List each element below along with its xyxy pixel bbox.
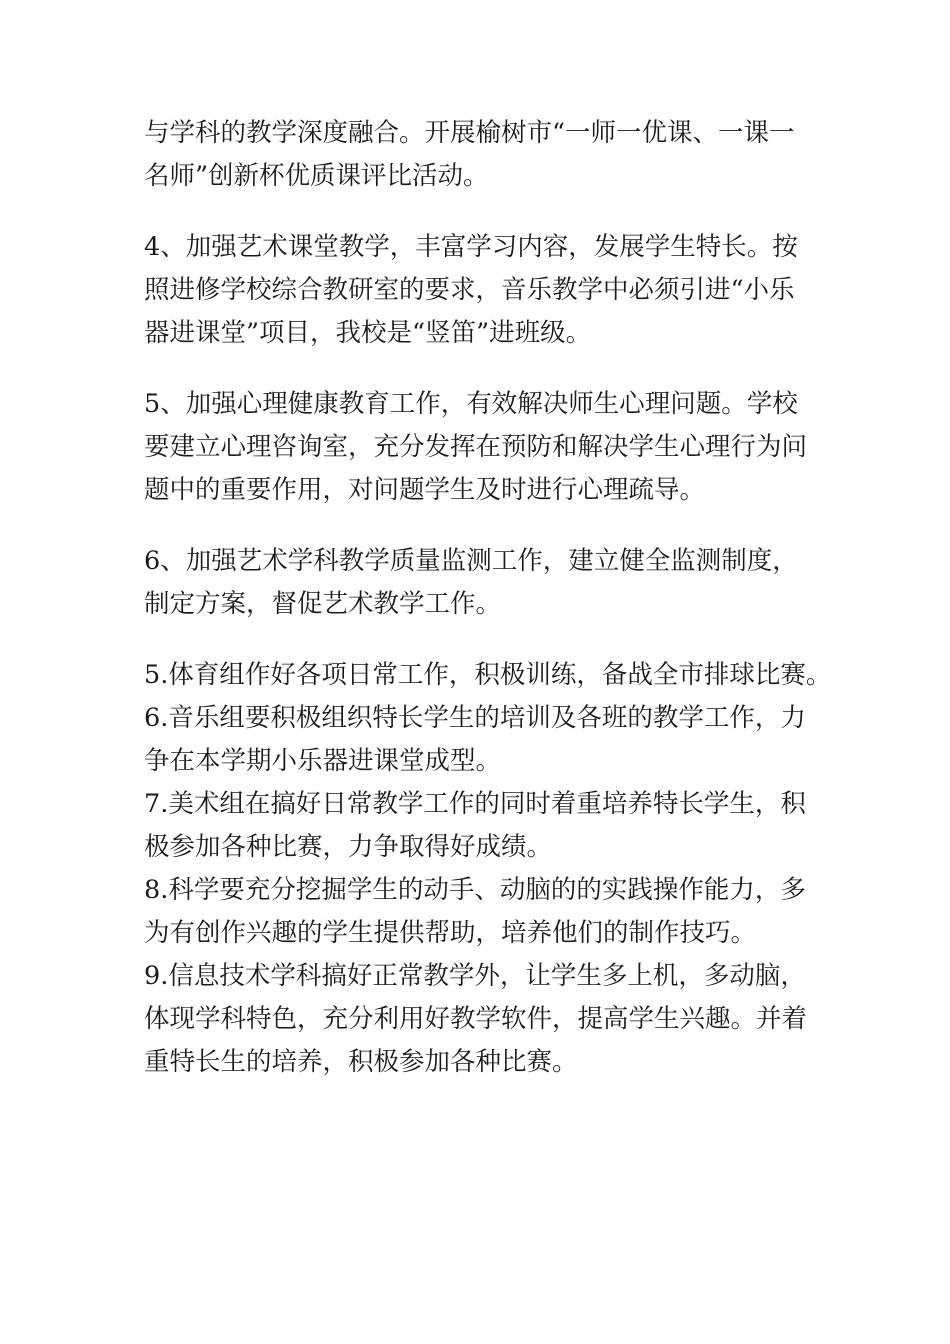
text-line: 4、加强艺术课堂教学，丰富学习内容，发展学生特长。按	[144, 232, 798, 262]
text-line: 重特长生的培养，积极参加各种比赛。	[144, 1047, 578, 1077]
text-line: 与学科的教学深度融合。开展榆树市“一师一优课、一课一	[144, 118, 795, 148]
text-line: 名师”创新杯优质课评比活动。	[144, 161, 489, 191]
paragraph-2	[144, 226, 816, 355]
document-body	[144, 112, 832, 1084]
text-line: 6.音乐组要积极组织特长学生的培训及各班的教学工作，力	[144, 703, 806, 733]
text-line: 照进修学校综合教研室的要求，音乐教学中必须引进“小乐	[144, 275, 795, 305]
paragraph-4	[144, 540, 816, 626]
paragraph-3	[144, 383, 816, 512]
text-line: 体现学科特色，充分利用好教学软件，提高学生兴趣。并着	[144, 1004, 808, 1034]
paragraph-1	[144, 112, 816, 198]
text-line: 争在本学期小乐器进课堂成型。	[144, 746, 502, 776]
list-item-8	[144, 869, 816, 955]
list-item-5	[144, 654, 832, 697]
text-line: 器进课堂”项目，我校是“竖笛”进班级。	[144, 318, 592, 348]
paragraph-spacer	[144, 355, 816, 383]
text-line: 制定方案，督促艺术教学工作。	[144, 589, 502, 619]
text-line: 6、加强艺术学科教学质量监测工作，建立健全监测制度，	[144, 546, 798, 576]
list-item-6	[144, 697, 816, 783]
paragraph-spacer	[144, 198, 816, 226]
text-line: 要建立心理咨询室，充分发挥在预防和解决学生心理行为问	[144, 432, 808, 462]
list-item-7	[144, 783, 816, 869]
text-line: 9.信息技术学科搞好正常教学外，让学生多上机，多动脑，	[144, 961, 806, 991]
text-line: 为有创作兴趣的学生提供帮助，培养他们的制作技巧。	[144, 918, 757, 948]
list-item-9	[144, 955, 816, 1084]
text-line: 题中的重要作用，对问题学生及时进行心理疏导。	[144, 475, 706, 505]
text-line: 8.科学要充分挖掘学生的动手、动脑的的实践操作能力，多	[144, 875, 806, 905]
paragraph-spacer	[144, 626, 816, 654]
text-line: 7.美术组在搞好日常教学工作的同时着重培养特长学生，积	[144, 789, 806, 819]
text-line: 5.体育组作好各项日常工作，积极训练，备战全市排球比赛。	[144, 660, 832, 690]
text-line: 极参加各种比赛，力争取得好成绩。	[144, 832, 553, 862]
text-line: 5、加强心理健康教育工作，有效解决师生心理问题。学校	[144, 389, 798, 419]
paragraph-spacer	[144, 512, 816, 540]
